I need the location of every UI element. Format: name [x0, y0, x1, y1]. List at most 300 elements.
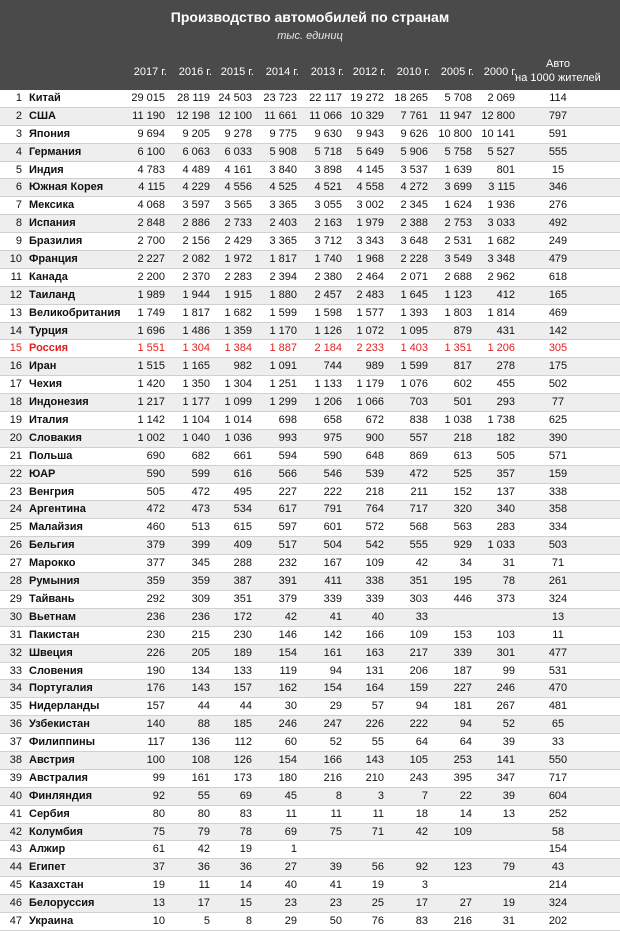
- production-value: 154: [278, 646, 297, 659]
- production-value: 292: [146, 592, 165, 605]
- production-value: 44: [197, 700, 210, 713]
- row-number: 28: [9, 575, 22, 588]
- table-row: [0, 645, 620, 663]
- production-value: 504: [323, 539, 342, 552]
- country-name: Швеция: [29, 646, 73, 659]
- production-value: 473: [191, 503, 210, 516]
- country-name: Казахстан: [29, 879, 84, 892]
- production-value: 11 661: [264, 109, 297, 122]
- production-value: 25: [371, 897, 384, 910]
- production-value: 11 947: [439, 109, 472, 122]
- production-value: 227: [278, 485, 297, 498]
- table-row: [0, 770, 620, 788]
- cars-per-1000-value: 142: [548, 324, 568, 337]
- production-value: 1 645: [400, 288, 428, 301]
- country-name: Сербия: [29, 807, 70, 820]
- cars-per-1000-value: 43: [551, 861, 565, 874]
- production-value: 69: [284, 825, 297, 838]
- country-name: Великобритания: [29, 306, 121, 319]
- production-value: 3 365: [269, 199, 297, 212]
- production-value: 929: [453, 539, 472, 552]
- production-value: 6 063: [182, 145, 210, 158]
- production-value: 1 817: [269, 253, 297, 266]
- production-value: 1 359: [224, 324, 252, 337]
- production-value: 2 071: [400, 270, 428, 283]
- production-value: 4 145: [356, 163, 384, 176]
- production-value: 12 198: [176, 109, 210, 122]
- production-value: 94: [329, 664, 342, 677]
- row-number: 17: [9, 378, 22, 391]
- cars-per-1000-value: 15: [551, 163, 565, 176]
- production-value: 4 783: [137, 163, 165, 176]
- production-value: 801: [496, 163, 515, 176]
- production-value: 2 464: [356, 270, 384, 283]
- row-number: 41: [9, 807, 22, 820]
- cars-per-1000-value: 503: [548, 539, 568, 552]
- country-name: Финляндия: [29, 789, 93, 802]
- row-number: 32: [9, 646, 22, 659]
- production-value: 80: [152, 807, 165, 820]
- column-header-year: 2005 г.: [440, 66, 474, 78]
- production-value: 2 184: [314, 342, 342, 355]
- row-number: 10: [9, 253, 22, 266]
- country-name: Южная Корея: [29, 181, 104, 194]
- table-row: [0, 841, 620, 859]
- row-number: 33: [9, 664, 22, 677]
- production-value: 3 699: [444, 181, 472, 194]
- production-value: 563: [453, 521, 472, 534]
- production-value: 3 565: [224, 199, 252, 212]
- cars-per-1000-value: 470: [548, 682, 568, 695]
- table-row: [0, 698, 620, 716]
- production-value: 1 968: [356, 253, 384, 266]
- table-row: [0, 251, 620, 269]
- row-number: 30: [9, 610, 22, 623]
- production-value: 17: [197, 897, 210, 910]
- production-value: 29: [329, 700, 342, 713]
- cars-per-1000-value: 550: [548, 753, 568, 766]
- row-number: 43: [9, 843, 22, 856]
- production-value: 1 599: [400, 360, 428, 373]
- production-value: 601: [323, 521, 342, 534]
- chart-subtitle: тыс. единиц: [277, 30, 343, 42]
- production-value: 143: [191, 682, 210, 695]
- production-value: 12 100: [218, 109, 252, 122]
- production-value: 42: [415, 825, 428, 838]
- production-value: 227: [453, 682, 472, 695]
- production-value: 5: [203, 914, 210, 927]
- row-number: 6: [15, 181, 22, 194]
- row-number: 11: [10, 270, 22, 283]
- table-row: [0, 358, 620, 376]
- production-value: 9 943: [356, 127, 384, 140]
- production-value: 320: [453, 503, 472, 516]
- column-header-year: 2000 г.: [483, 66, 517, 78]
- production-value: 230: [233, 628, 252, 641]
- production-value: 6 033: [224, 145, 252, 158]
- production-value: 472: [409, 467, 428, 480]
- production-value: 717: [409, 503, 428, 516]
- production-value: 351: [409, 575, 428, 588]
- table-row: [0, 591, 620, 609]
- production-value: 71: [371, 825, 384, 838]
- production-value: 1 170: [269, 324, 297, 337]
- production-value: 180: [278, 771, 297, 784]
- production-value: 14: [459, 807, 472, 820]
- production-value: 19: [502, 897, 515, 910]
- production-value: 94: [415, 700, 428, 713]
- table-row: [0, 752, 620, 770]
- production-value: 142: [323, 628, 342, 641]
- production-value: 79: [197, 825, 210, 838]
- production-value: 303: [409, 592, 428, 605]
- production-value: 412: [496, 288, 515, 301]
- country-name: ЮАР: [29, 467, 56, 480]
- table-row: [0, 323, 620, 341]
- cars-per-1000-value: 555: [548, 145, 568, 158]
- production-value: 744: [323, 360, 342, 373]
- production-value: 3 712: [314, 235, 342, 248]
- table-row: [0, 162, 620, 180]
- production-value: 15: [239, 897, 252, 910]
- production-value: 1 915: [224, 288, 252, 301]
- cars-per-1000-value: 477: [548, 646, 568, 659]
- production-value: 36: [239, 861, 252, 874]
- production-value: 1 515: [137, 360, 165, 373]
- cars-per-1000-value: 159: [548, 467, 568, 480]
- production-value: 2 403: [269, 217, 297, 230]
- production-value: 33: [415, 610, 428, 623]
- column-header-year: 2013 г.: [310, 66, 344, 78]
- production-value: 100: [146, 753, 165, 766]
- production-value: 78: [502, 575, 515, 588]
- production-value: 288: [233, 557, 252, 570]
- production-value: 1 206: [314, 396, 342, 409]
- production-value: 40: [371, 610, 384, 623]
- production-value: 1 403: [400, 342, 428, 355]
- production-value: 45: [284, 789, 297, 802]
- production-value: 3 115: [488, 181, 515, 194]
- production-value: 338: [365, 575, 384, 588]
- production-value: 791: [323, 503, 342, 516]
- production-value: 218: [453, 431, 472, 444]
- production-value: 55: [371, 736, 384, 749]
- production-value: 78: [239, 825, 252, 838]
- country-name: Польша: [29, 449, 73, 462]
- column-header-year: 2010 г.: [396, 66, 430, 78]
- production-value: 1 304: [182, 342, 210, 355]
- production-value: 557: [409, 431, 428, 444]
- row-number: 20: [9, 431, 22, 444]
- production-value: 1 979: [356, 217, 384, 230]
- production-value: 4 272: [400, 181, 428, 194]
- production-value: 817: [453, 360, 472, 373]
- production-value: 359: [191, 575, 210, 588]
- production-value: 246: [278, 718, 297, 731]
- cars-per-1000-value: 58: [551, 825, 565, 838]
- production-value: 216: [453, 914, 472, 927]
- country-name: Мексика: [29, 199, 75, 212]
- production-value: 36: [197, 861, 210, 874]
- production-value: 1 944: [182, 288, 210, 301]
- column-header-year: 2014 г.: [265, 66, 299, 78]
- production-value: 13: [502, 807, 515, 820]
- production-value: 1 880: [269, 288, 297, 301]
- row-number: 23: [9, 485, 22, 498]
- production-value: 57: [371, 700, 384, 713]
- table-row: [0, 913, 620, 931]
- production-value: 4 068: [137, 199, 165, 212]
- production-value: 1 104: [182, 414, 210, 427]
- row-number: 47: [9, 914, 22, 927]
- production-value: 18 265: [394, 92, 428, 104]
- production-value: 648: [365, 449, 384, 462]
- production-value: 39: [502, 736, 515, 749]
- production-value: 152: [453, 485, 472, 498]
- production-value: 28 119: [177, 92, 210, 104]
- production-value: 30: [284, 700, 297, 713]
- table-row: [0, 466, 620, 484]
- production-value: 472: [146, 503, 165, 516]
- production-value: 140: [146, 718, 165, 731]
- production-value: 247: [323, 718, 342, 731]
- cars-per-1000-value: 261: [548, 575, 568, 588]
- production-value: 9 775: [269, 127, 297, 140]
- production-value: 1 304: [224, 378, 252, 391]
- production-value: 879: [453, 324, 472, 337]
- production-value: 460: [146, 521, 165, 534]
- production-value: 1 486: [182, 324, 210, 337]
- country-name: Австралия: [29, 771, 88, 784]
- production-value: 764: [365, 503, 384, 516]
- production-value: 1 014: [224, 414, 252, 427]
- production-value: 9 278: [224, 127, 252, 140]
- country-name: Турция: [29, 324, 68, 337]
- production-value: 2 483: [356, 288, 384, 301]
- production-value: 5 708: [444, 92, 472, 104]
- production-value: 34: [459, 557, 472, 570]
- production-value: 993: [278, 431, 297, 444]
- production-value: 613: [453, 449, 472, 462]
- production-value: 226: [146, 646, 165, 659]
- production-value: 166: [365, 628, 384, 641]
- production-value: 5 649: [356, 145, 384, 158]
- production-value: 698: [278, 414, 297, 427]
- row-number: 5: [15, 163, 22, 176]
- production-value: 185: [233, 718, 252, 731]
- row-number: 22: [9, 467, 22, 480]
- production-value: 206: [409, 664, 428, 677]
- production-value: 94: [459, 718, 472, 731]
- production-value: 1 384: [224, 342, 252, 355]
- production-value: 236: [146, 610, 165, 623]
- production-value: 9 626: [400, 127, 428, 140]
- production-value: 41: [329, 610, 342, 623]
- production-value: 1 803: [444, 306, 472, 319]
- production-value: 42: [197, 843, 210, 856]
- production-value: 399: [191, 539, 210, 552]
- production-value: 8: [245, 914, 252, 927]
- production-value: 1 738: [487, 414, 515, 427]
- cars-per-1000-value: 571: [548, 449, 568, 462]
- table-row: [0, 340, 620, 358]
- production-value: 210: [365, 771, 384, 784]
- production-value: 3 840: [269, 163, 297, 176]
- production-value: 2 753: [444, 217, 472, 230]
- production-value: 7 761: [400, 109, 428, 122]
- row-number: 24: [9, 503, 22, 516]
- row-number: 35: [9, 700, 22, 713]
- production-value: 189: [233, 646, 252, 659]
- production-value: 2 283: [224, 270, 252, 283]
- country-name: Аргентина: [29, 503, 86, 516]
- production-value: 19 272: [350, 92, 384, 104]
- production-value: 658: [323, 414, 342, 427]
- production-value: 153: [453, 628, 472, 641]
- production-value: 1 696: [137, 324, 165, 337]
- production-value: 2 345: [400, 199, 428, 212]
- production-value: 1 033: [487, 539, 515, 552]
- table-row: [0, 126, 620, 144]
- production-value: 1 682: [487, 235, 515, 248]
- production-value: 542: [365, 539, 384, 552]
- country-name: Белоруссия: [29, 897, 95, 910]
- row-number: 4: [15, 145, 22, 158]
- country-name: Словакия: [29, 431, 82, 444]
- production-value: 2 200: [137, 270, 165, 283]
- production-value: 83: [239, 807, 252, 820]
- production-value: 163: [365, 646, 384, 659]
- row-number: 46: [9, 897, 22, 910]
- production-value: 539: [365, 467, 384, 480]
- production-value: 379: [278, 592, 297, 605]
- production-value: 391: [278, 575, 297, 588]
- production-value: 11: [198, 879, 210, 892]
- production-value: 39: [329, 861, 342, 874]
- production-value: 3 033: [487, 217, 515, 230]
- table-row: [0, 627, 620, 645]
- production-value: 10 141: [481, 127, 515, 140]
- production-value: 3 348: [487, 253, 515, 266]
- cars-per-1000-value: 479: [548, 253, 568, 266]
- production-value: 134: [191, 664, 210, 677]
- production-value: 99: [152, 771, 165, 784]
- row-number: 21: [9, 449, 22, 462]
- production-value: 29 015: [131, 92, 165, 104]
- production-value: 29: [284, 914, 297, 927]
- table-row: [0, 179, 620, 197]
- production-value: 301: [496, 646, 515, 659]
- table-row: [0, 788, 620, 806]
- production-value: 3 537: [400, 163, 428, 176]
- production-value: 590: [323, 449, 342, 462]
- production-value: 105: [409, 753, 428, 766]
- production-value: 345: [191, 557, 210, 570]
- production-value: 109: [409, 628, 428, 641]
- production-value: 109: [365, 557, 384, 570]
- production-value: 5 718: [314, 145, 342, 158]
- row-number: 14: [9, 324, 22, 337]
- cars-per-1000-value: 77: [551, 396, 565, 409]
- production-value: 137: [496, 485, 515, 498]
- production-value: 4 161: [224, 163, 252, 176]
- production-value: 615: [233, 521, 252, 534]
- production-value: 3 365: [269, 235, 297, 248]
- auto-header-line1: Авто: [546, 58, 570, 70]
- production-value: 11: [285, 807, 297, 820]
- production-value: 10 329: [350, 109, 384, 122]
- production-value: 517: [278, 539, 297, 552]
- production-value: 472: [191, 485, 210, 498]
- row-number: 42: [9, 825, 22, 838]
- table-row: [0, 394, 620, 412]
- production-value: 869: [409, 449, 428, 462]
- production-value: 455: [496, 378, 515, 391]
- table-row: [0, 305, 620, 323]
- production-value: 31: [502, 557, 515, 570]
- cars-per-1000-value: 346: [548, 181, 568, 194]
- country-name: Австрия: [29, 753, 75, 766]
- production-value: 2 370: [182, 270, 210, 283]
- production-value: 37: [152, 861, 165, 874]
- production-value: 1 091: [269, 360, 297, 373]
- production-value: 1 177: [182, 396, 210, 409]
- production-value: 690: [146, 449, 165, 462]
- production-value: 395: [453, 771, 472, 784]
- production-value: 339: [323, 592, 342, 605]
- cars-per-1000-value: 65: [551, 718, 565, 731]
- cars-per-1000-value: 175: [548, 360, 568, 373]
- production-value: 75: [329, 825, 342, 838]
- production-value: 217: [409, 646, 428, 659]
- production-value: 14: [239, 879, 252, 892]
- production-value: 373: [496, 592, 515, 605]
- production-value: 2 069: [487, 92, 515, 104]
- production-value: 1 624: [444, 199, 472, 212]
- production-value: 9 205: [182, 127, 210, 140]
- production-value: 1 598: [314, 306, 342, 319]
- country-name: Украина: [29, 914, 74, 927]
- production-value: 13: [152, 897, 165, 910]
- production-value: 3 343: [356, 235, 384, 248]
- production-value: 505: [146, 485, 165, 498]
- country-name: Словения: [29, 664, 84, 677]
- cars-per-1000-value: 390: [548, 431, 568, 444]
- production-value: 1 577: [356, 306, 384, 319]
- production-value: 975: [323, 431, 342, 444]
- production-value: 161: [191, 771, 210, 784]
- production-value: 126: [233, 753, 252, 766]
- row-number: 3: [15, 127, 22, 140]
- production-value: 222: [409, 718, 428, 731]
- production-value: 17: [415, 897, 428, 910]
- production-value: 534: [233, 503, 252, 516]
- production-value: 3 898: [314, 163, 342, 176]
- cars-per-1000-value: 531: [548, 664, 568, 677]
- production-value: 44: [239, 700, 252, 713]
- table-body: [0, 90, 620, 931]
- country-name: Индия: [29, 163, 64, 176]
- production-value: 80: [197, 807, 210, 820]
- production-value: 12 800: [481, 109, 515, 122]
- production-value: 2 429: [224, 235, 252, 248]
- production-value: 1 393: [400, 306, 428, 319]
- production-value: 23 723: [263, 92, 297, 104]
- table-row: [0, 484, 620, 502]
- production-value: 117: [147, 736, 165, 749]
- production-value: 4 229: [182, 181, 210, 194]
- production-value: 4 521: [314, 181, 342, 194]
